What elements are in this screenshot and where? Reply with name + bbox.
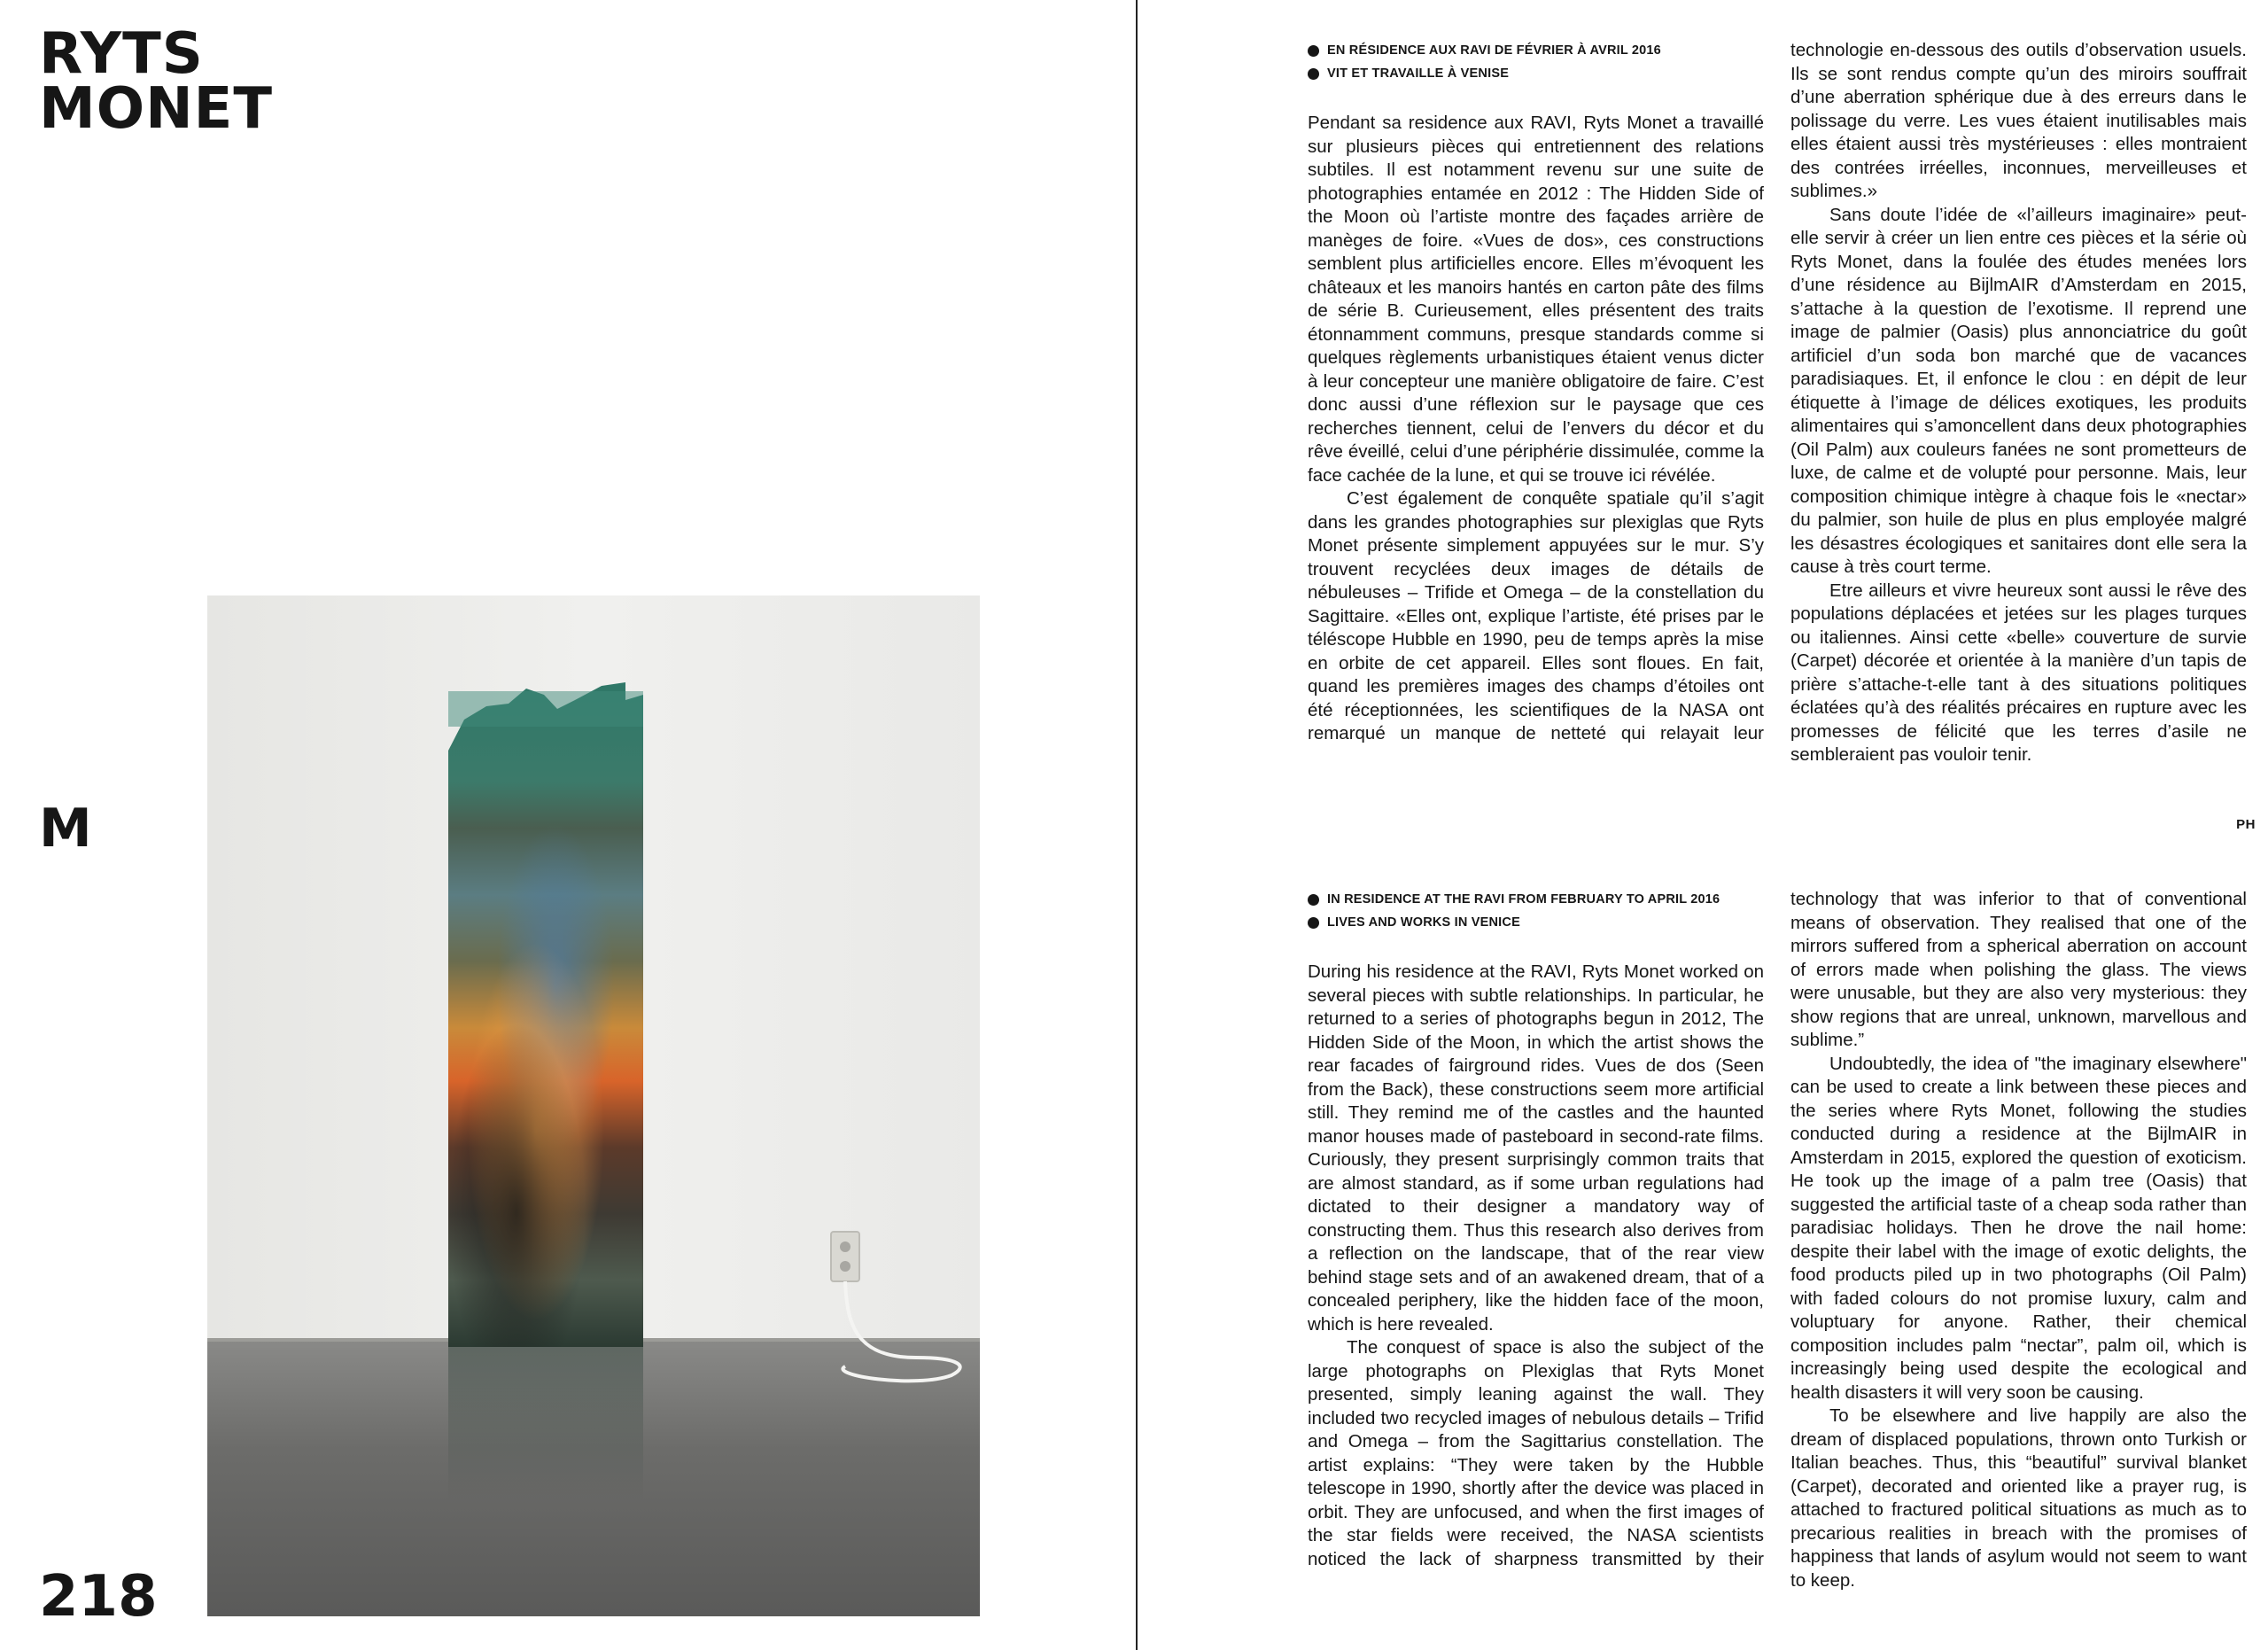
section-letter: M	[39, 798, 92, 860]
artwork-photo	[207, 595, 980, 1616]
meta-text: IN RESIDENCE AT THE RAVI FROM FEBRUARY TO APRIL 2016	[1327, 892, 1720, 907]
meta-text: EN RÉSIDENCE AUX RAVI DE FÉVRIER À AVRIL 2016	[1327, 43, 1661, 58]
author-signature: PH	[2236, 817, 2256, 832]
meta-item	[1308, 39, 1764, 62]
meta-item	[1308, 62, 1764, 85]
bullet-icon	[1308, 917, 1319, 929]
paragraph: Sans doute l’idée de «l’ailleurs imaginaire» peut-elle servir à créer un lien entre ces pièces et la série où Ryts Monet, dans la foulée des études menées lors d’une résidence au BijlmAIR d’Amsterdam en 2015, s’attache à la question de l’exotisme. Il reprend une image de palmier (Oasis) plus annonciatrice du goût artificiel d’un soda bon marché que de vacances paradisiaques. Et, il enfonce le clou : en dépit de leur étiquette à l’image de délices exotiques, les produits alimentaires qui s’amoncellent dans deux photographies (Oil Palm) aux couleurs fanées ne sont prometteurs de luxe, de calme et de volupté pour personne. Mais, leur composition chimique intègre à chaque fois le «nectar» du palmier, son huile de plus en plus employée malgré les désastres écologiques et sanitaires dont elle sera la cause à très court terme.	[1790, 204, 2247, 577]
french-meta	[1308, 39, 1764, 85]
bullet-icon	[1308, 894, 1319, 906]
meta-item	[1308, 911, 1764, 934]
paragraph: Pendant sa residence aux RAVI, Ryts Monet a travaillé sur plusieurs pièces qui entretiennent des relations subtiles. Il est notamment revenu sur une suite de photographies entamée en 2012 : The Hidden Side of the Moon où l’artiste montre des façades arrière de manèges de foire. «Vues de dos», ces constructions semblent plus artificielles encore. Elles m’évoquent les châteaux et les manoirs hantés en carton pâte des films de série B. Curieusement, elles présentent des traits étonnamment communs, presque standards comme si quelques règlements urbanistiques étaient venus dicter à leur concepteur une manière obligatoire de faire. C’est donc aussi d’une réflexion sur le paysage que ces recherches tiennent, celui de l’envers du décor et du rêve éveillé, celui d’une périphérie dissimulée, comme la face cachée de la lune, et qui se trouve ici révélée.	[1308, 113, 1764, 486]
artist-name-line: RYTS	[39, 21, 204, 87]
paragraph: C’est également de conquête spatiale qu’il s’agit dans les grandes photographies sur plexiglas que Ryts Monet présente simplement appuyées sur le mur. S’y trouvent recyclées deux images de détails de nébuleuses – Trifide et Omega – de la constellation du Sagittaire. «Elles ont, explique l’artiste, été prises par le téléscope Hubble en 1990, peu de temps après la mise en orbite de cet appareil. Elles sont floues. En fait, quand les premières images des champs d’étoiles ont été réceptionnées, les scientifiques de la NASA ont remarqué un manque de netteté qui relayait leur technologie en-dessous des outils d’observation usuels. Ils se sont rendus compte qu’un des miroirs souffrait d’une aberration sphérique due à des erreurs dans le polissage du verre. Les vues étaient inutilisables mais elles étaient aussi très mystérieuses : elles montraient des contrées irréelles, inconnues, merveilleuses et sublimes.»	[1308, 40, 2247, 743]
right-page	[1143, 0, 2268, 1650]
artist-name	[39, 21, 274, 142]
bullet-icon	[1308, 45, 1319, 57]
french-text	[1308, 39, 2247, 767]
meta-text: VIT ET TRAVAILLE À VENISE	[1327, 66, 1510, 81]
paragraph: Etre ailleurs et vivre heureux sont aussi le rêve des populations déplacées et jetées sur les plages turques ou italiennes. Ainsi cette «belle» couverture de survie (Carpet) décorée et orientée à la manière d’un tapis de prière s’attache-t-elle tant à des situations politiques éclatées qu’à des réalités précaires en rupture avec les promesses de félicité que les terres d’asile ne sembleraient pas vouloir tenir.	[1790, 580, 2247, 765]
english-meta	[1308, 888, 1764, 934]
french-columns	[1308, 39, 2247, 767]
paragraph: During his residence at the RAVI, Ryts Monet worked on several pieces with subtle relationships. In particular, he returned to a series of photographs begun in 2012, The Hidden Side of the Moon, in which the artist shows the rear facades of fairground rides. Vues de dos (Seen from the Back), these constructions seem more artificial still. They remind me of the castles and the haunted manor houses made of pasteboard in second-rate films. Curiously, they present surprisingly common traits that are almost standard, as if some urban regulations had dictated to their designer a mandatory way of constructing them. Thus this research also derives from a reflection on the landscape, that of the rear view behind stage sets and of an awakened dream, that of a concealed periphery, like the hidden face of the moon, which is here revealed.	[1308, 961, 1764, 1335]
paragraph: The conquest of space is also the subject of the large photographs on Plexiglas that Ryts Monet presented, simply leaning against the wall. They included two recycled images of nebulous details – Trifid and Omega – from the Sagittarius constellation. The artist explains: “They were taken by the Hubble telescope in 1990, shortly after the device was placed in orbit. They are unfocused, and when the first images of the star fields were received, the NASA scientists noticed the lack of sharpness transmitted by their technology that was inferior to that of conventional means of observation. They realised that one of the mirrors suffered from a spherical aberration on account of errors made when polishing the glass. The views were unusable, but they are also very mysterious: they show regions that are unreal, unknown, marvellous and sublime.”	[1308, 889, 2247, 1569]
english-columns	[1308, 888, 2247, 1592]
meta-text: LIVES AND WORKS IN VENICE	[1327, 915, 1520, 930]
paragraph: To be elsewhere and live happily are also the dream of displaced populations, thrown onto Turkish or Italian beaches. Thus, this “beautiful” survival blanket (Carpet), decorated and oriented like a prayer rug, is attached to fractured political situations as much as to precarious realities in breach with the promises of happiness that lands of asylum would not seem to want to keep.	[1790, 1405, 2247, 1591]
bullet-icon	[1308, 68, 1319, 80]
english-text	[1308, 888, 2247, 1592]
paragraph: Undoubtedly, the idea of "the imaginary elsewhere" can be used to create a link between these pieces and the series where Ryts Monet, following the studies conducted during a residence at the BijlmAIR in Amsterdam in 2015, explored the question of exoticism. He took up the image of a palm tree (Oasis) that suggested the artificial taste of a cheap soda rather than paradisiac holidays. Then he drove the nail home: despite their label with the image of exotic delights, the food products piled up in two photographs (Oil Palm) with faded colours do not promise luxury, calm and voluptuary for anyone. Rather, their chemical composition includes palm “nectar”, palm oil, which is increasingly being used despite the ecological and health disasters it will very soon be causing.	[1790, 1053, 2247, 1403]
page-number: 218	[39, 1564, 158, 1630]
meta-item	[1308, 888, 1764, 911]
artwork-photo-image	[207, 595, 980, 1616]
artist-name-line: MONET	[39, 76, 274, 142]
page-gutter	[1136, 0, 1138, 1650]
